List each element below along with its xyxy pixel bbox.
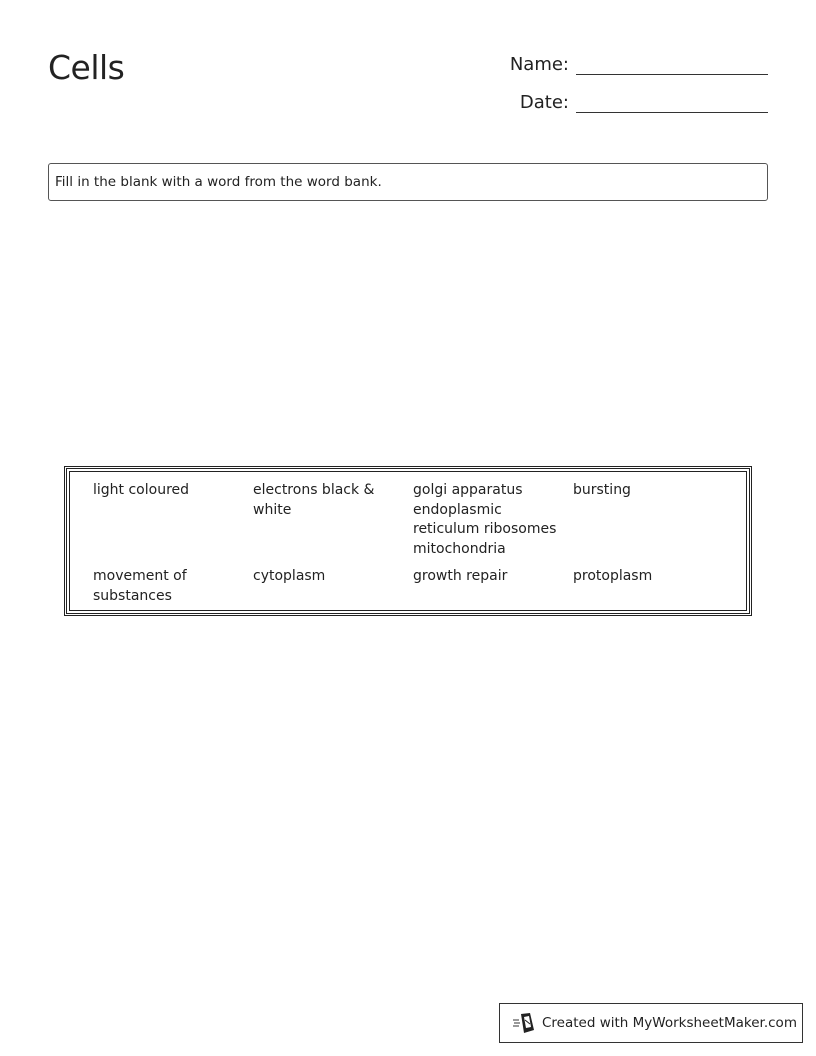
word-bank-item: cytoplasm (253, 568, 326, 584)
footer-text: Created with MyWorksheetMaker.com (542, 1015, 797, 1031)
instructions-box (48, 163, 768, 201)
footer-badge[interactable] (499, 1003, 803, 1043)
date-blank-line (576, 90, 768, 113)
word-bank-item: growth repair (413, 568, 508, 584)
worksheet-logo-icon (512, 1012, 536, 1034)
word-bank-item: movement of substances (93, 568, 187, 604)
instructions-text: Fill in the blank with a word from the word bank. (55, 174, 382, 190)
name-blank-line (576, 52, 768, 75)
word-bank-row (93, 481, 739, 559)
word-bank-row (93, 567, 739, 606)
word-bank-item: bursting (573, 482, 631, 498)
page-title: Cells (48, 48, 125, 87)
date-field (520, 90, 768, 113)
name-field (510, 52, 768, 75)
word-bank-item: protoplasm (573, 568, 653, 584)
date-label: Date: (519, 92, 569, 113)
word-bank-item: electrons black & white (253, 482, 375, 518)
word-bank (64, 466, 752, 616)
word-bank-item: light coloured (93, 482, 190, 498)
name-label: Name: (509, 54, 569, 75)
word-bank-item: golgi apparatus endoplasmic reticulum ribosomes mitochondria (413, 482, 557, 557)
